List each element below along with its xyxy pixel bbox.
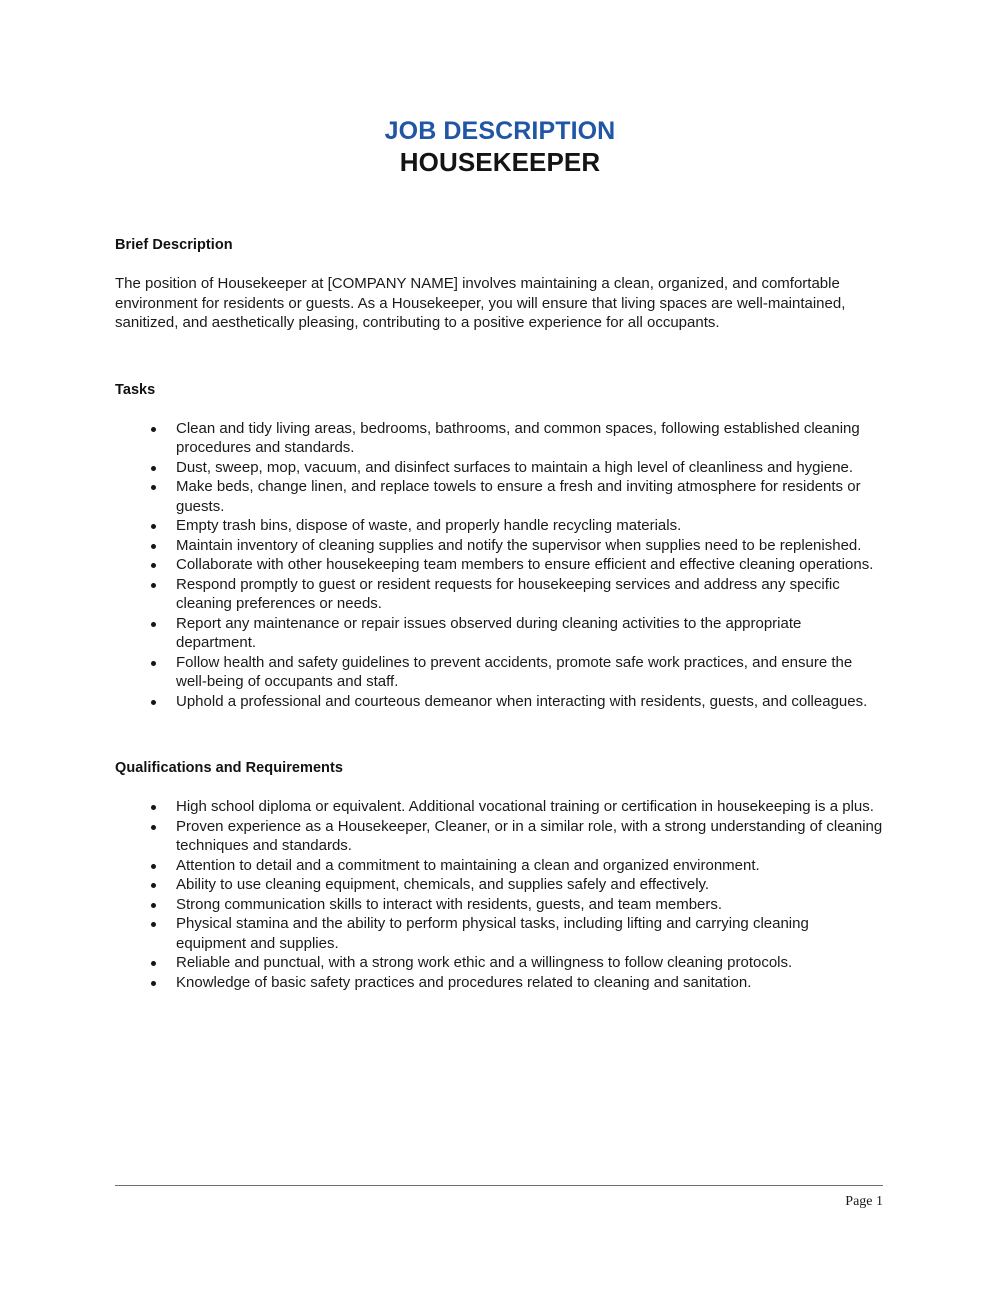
page-subtitle: HOUSEKEEPER bbox=[399, 147, 601, 177]
list-item: Maintain inventory of cleaning supplies and notify the supervisor when supplies need to be replenished. bbox=[115, 536, 883, 556]
list-item: Physical stamina and the ability to perform physical tasks, including lifting and carrying cleaning equipment and supplies. bbox=[115, 914, 883, 953]
spacer bbox=[115, 333, 883, 381]
page-number: Page 1 bbox=[845, 1194, 883, 1209]
qualifications-list bbox=[115, 797, 883, 992]
list-item: Knowledge of basic safety practices and procedures related to cleaning and sanitation. bbox=[115, 973, 883, 993]
list-item: Reliable and punctual, with a strong work ethic and a willingness to follow cleaning protocols. bbox=[115, 953, 883, 973]
spacer bbox=[115, 400, 883, 419]
document-content bbox=[115, 236, 883, 992]
section-brief-description bbox=[115, 236, 883, 333]
section-heading-qualifications: Qualifications and Requirements bbox=[115, 760, 343, 776]
tasks-list bbox=[115, 419, 883, 712]
page-footer bbox=[115, 1185, 883, 1211]
list-item: Empty trash bins, dispose of waste, and properly handle recycling materials. bbox=[115, 516, 883, 536]
brief-description-paragraph: The position of Housekeeper at [COMPANY NAME] involves maintaining a clean, organized, and comfortable environment for residents or guests. As a Housekeeper, you will ensure that living spaces are well-maintained, sanitized, and aesthetically pleasing, contributing to a positive experience for all occupants. bbox=[115, 275, 846, 331]
list-item: Collaborate with other housekeeping team members to ensure efficient and effective cleaning operations. bbox=[115, 555, 883, 575]
section-tasks bbox=[115, 381, 883, 712]
spacer bbox=[115, 255, 883, 274]
list-item: Dust, sweep, mop, vacuum, and disinfect surfaces to maintain a high level of cleanliness and hygiene. bbox=[115, 458, 883, 478]
section-heading-brief-description: Brief Description bbox=[115, 237, 233, 253]
list-item: Ability to use cleaning equipment, chemicals, and supplies safely and effectively. bbox=[115, 875, 883, 895]
section-heading-tasks: Tasks bbox=[115, 381, 156, 398]
document-title-block bbox=[0, 116, 1000, 178]
list-item: Proven experience as a Housekeeper, Cleaner, or in a similar role, with a strong understanding of cleaning techniques and standards. bbox=[115, 817, 883, 856]
section-qualifications bbox=[115, 759, 883, 992]
list-item: Attention to detail and a commitment to maintaining a clean and organized environment. bbox=[115, 856, 883, 876]
list-item: Strong communication skills to interact with residents, guests, and team members. bbox=[115, 895, 883, 915]
list-item: Follow health and safety guidelines to prevent accidents, promote safe work practices, and ensure the well-being of occupants and staff. bbox=[115, 653, 883, 692]
footer-divider bbox=[115, 1185, 883, 1186]
list-item: Clean and tidy living areas, bedrooms, bathrooms, and common spaces, following established cleaning procedures and standards. bbox=[115, 419, 883, 458]
spacer bbox=[115, 778, 883, 797]
list-item: Uphold a professional and courteous demeanor when interacting with residents, guests, and colleagues. bbox=[115, 692, 883, 712]
list-item: High school diploma or equivalent. Additional vocational training or certification in housekeeping is a plus. bbox=[115, 797, 883, 817]
list-item: Respond promptly to guest or resident requests for housekeeping services and address any specific cleaning preferences or needs. bbox=[115, 575, 883, 614]
page-title: JOB DESCRIPTION bbox=[384, 117, 616, 145]
list-item: Report any maintenance or repair issues observed during cleaning activities to the appropriate department. bbox=[115, 614, 883, 653]
list-item: Make beds, change linen, and replace towels to ensure a fresh and inviting atmosphere for residents or guests. bbox=[115, 477, 883, 516]
spacer bbox=[115, 711, 883, 759]
